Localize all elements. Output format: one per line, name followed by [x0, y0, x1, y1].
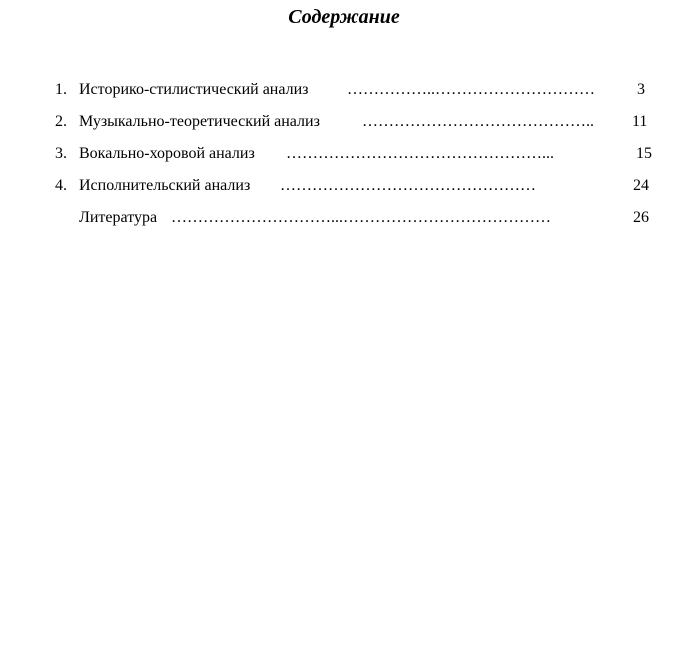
toc-leader: …………………………...…………………………………: [171, 209, 551, 226]
toc-number: 4.: [55, 177, 67, 194]
toc-number: 3.: [55, 145, 67, 162]
toc-page: 15: [636, 145, 652, 162]
toc-page: 26: [633, 209, 649, 226]
document-title: Содержание: [288, 6, 400, 28]
toc-page: 3: [637, 81, 645, 98]
toc-number: 2.: [55, 113, 67, 130]
toc-leader: …………………………………………...: [286, 145, 554, 162]
toc-label: Исполнительский анализ: [79, 177, 251, 194]
toc-label: Историко-стилистический анализ: [79, 81, 309, 98]
toc-number: 1.: [55, 81, 67, 98]
toc-page: 24: [633, 177, 649, 194]
toc-leader: ……………………………………..: [362, 113, 594, 130]
toc-label: Литература: [79, 209, 158, 226]
toc-label: Вокально-хоровой анализ: [79, 145, 255, 162]
toc-page: 11: [632, 113, 648, 130]
toc-label: Музыкально-теоретический анализ: [79, 113, 320, 130]
toc-leader: ……………..…………………………: [347, 81, 595, 98]
toc-leader: …………………………………………: [280, 177, 536, 194]
